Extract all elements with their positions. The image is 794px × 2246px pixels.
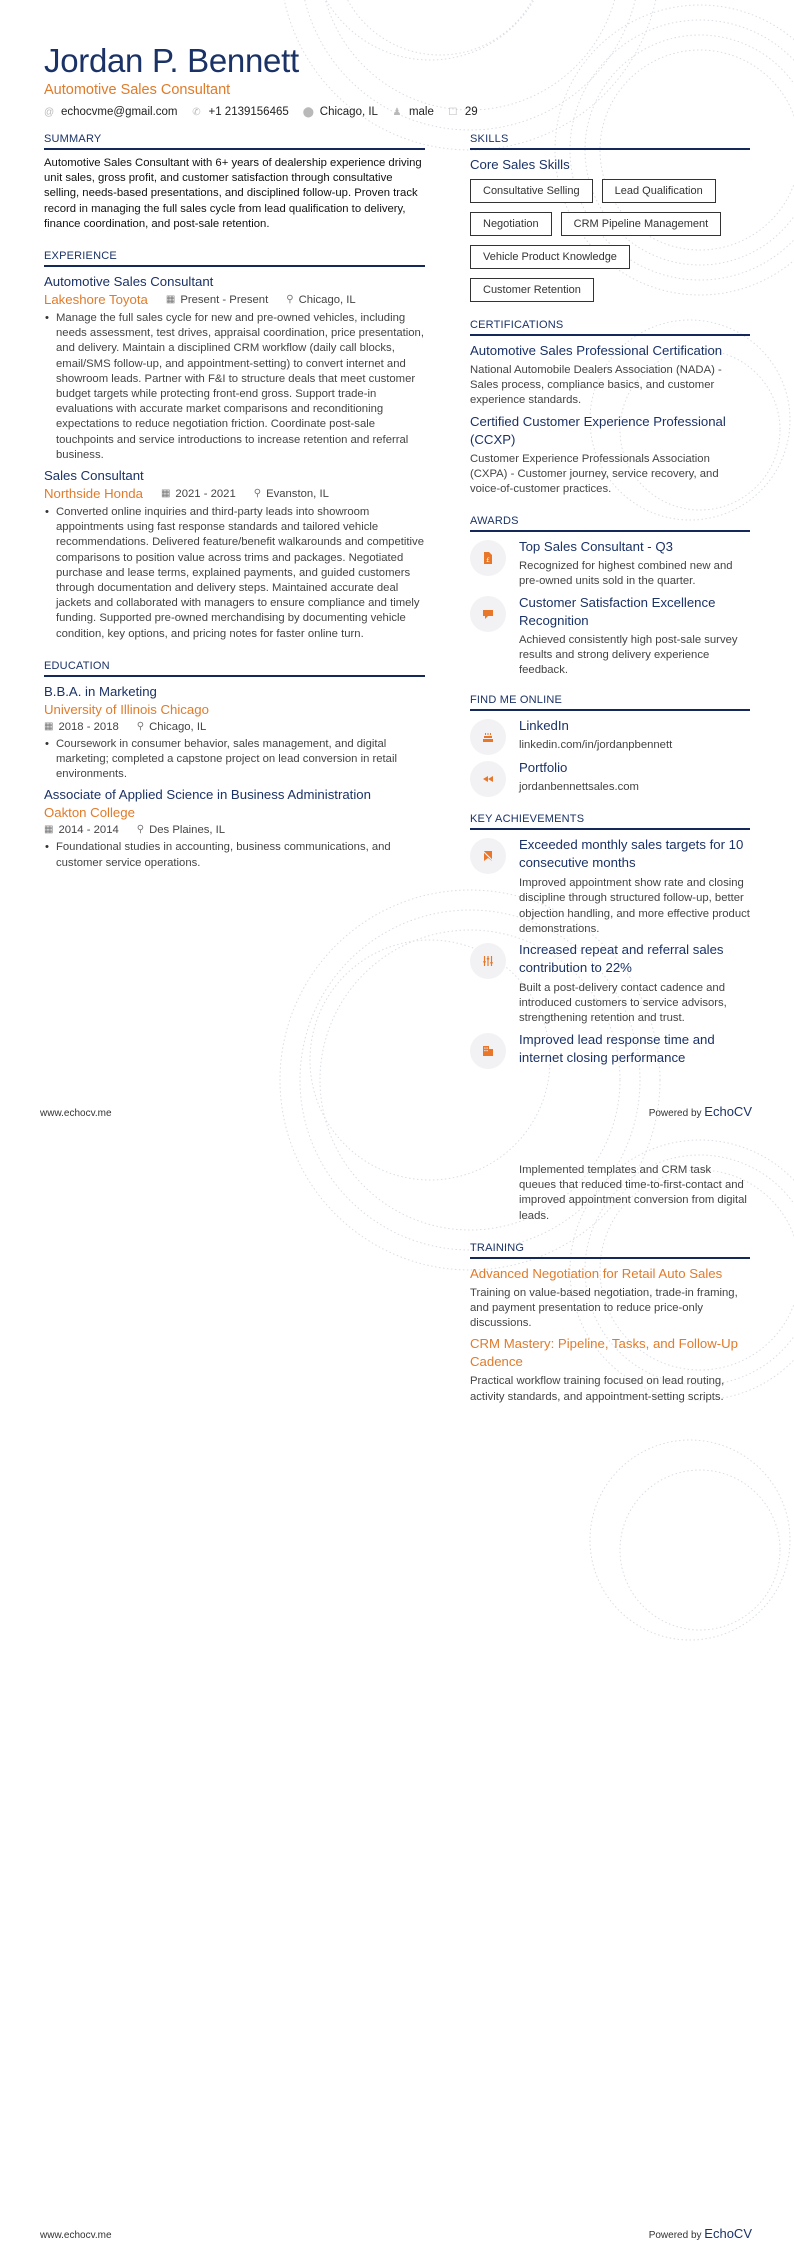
age-text: 29 (464, 106, 478, 118)
education-item (44, 786, 425, 870)
online-item-linkedin[interactable] (470, 717, 750, 755)
left-column (44, 133, 425, 871)
experience-item (44, 467, 425, 642)
achievement-desc: Built a post-delivery contact cadence and introduced customers to service advisors, strengthening retention and trust. (519, 982, 727, 1025)
skill-chip: Customer Retention (470, 278, 594, 302)
achievement-title: Increased repeat and referral sales contribution to 22% (519, 942, 724, 976)
award-title: Customer Satisfaction Excellence Recognition (519, 594, 716, 628)
contact-age (448, 106, 478, 118)
achievements-section (470, 813, 750, 1068)
online-url[interactable]: jordanbennettsales.com (519, 781, 639, 794)
job-dates: Present - Present (180, 294, 269, 307)
contact-location (303, 106, 378, 118)
sliders-icon (470, 943, 506, 979)
section-title: CERTIFICATIONS (470, 319, 750, 336)
powered-by-text: Powered by (648, 1108, 702, 1119)
calendar-icon: ▦ (160, 488, 171, 500)
summary-section (44, 133, 425, 232)
skill-group-title: Core Sales Skills (470, 157, 570, 172)
right-column (470, 133, 750, 1073)
experience-section (44, 250, 425, 642)
awards-section (470, 515, 750, 678)
training-desc: Training on value-based negotiation, trade-in framing, and payment presentation to reduce price-only discussions. (470, 1286, 738, 1330)
brand-name[interactable]: EchoCV (704, 1104, 752, 1119)
at-icon: @ (44, 106, 55, 118)
online-label: LinkedIn (519, 718, 569, 734)
powered-by-text: Powered by (648, 2230, 702, 2241)
job-location: Chicago, IL (298, 294, 356, 307)
training-item (470, 1265, 750, 1332)
contact-phone[interactable] (192, 106, 289, 118)
degree: Associate of Applied Science in Business Administration (44, 787, 371, 803)
map-marker-icon: ⬤ (302, 106, 314, 118)
brand-name[interactable]: EchoCV (704, 2226, 752, 2241)
job-role: Automotive Sales Consultant (44, 274, 214, 290)
award-desc: Recognized for highest combined new and pre-owned units sold in the quarter. (519, 560, 733, 588)
skill-chip: Consultative Selling (470, 179, 593, 203)
certification-item (470, 413, 750, 498)
degree: B.B.A. in Marketing (44, 683, 157, 699)
award-title: Top Sales Consultant - Q3 (519, 539, 673, 555)
phone-text: +1 2139156465 (208, 106, 289, 118)
achievement-title: Exceeded monthly sales targets for 10 consecutive months (519, 837, 744, 871)
calendar-icon: ▦ (44, 720, 54, 732)
building-icon (470, 1033, 506, 1069)
cert-desc: National Automobile Dealers Association (NADA) - Sales process, compliance basics, and customer experience standards. (470, 364, 722, 407)
award-item (470, 538, 750, 589)
calendar-icon: ☐ (448, 106, 458, 118)
training-title: CRM Mastery: Pipeline, Tasks, and Follow-Up Cadence (470, 1336, 738, 1370)
achievement-item (470, 1031, 750, 1069)
training-item (470, 1335, 750, 1404)
edu-bullet: • Foundational studies in accounting, business communications, and customer service operations. (44, 840, 425, 870)
section-title: SKILLS (470, 133, 750, 150)
candidate-title: Automotive Sales Consultant (44, 82, 231, 98)
user-icon: ♟ (392, 106, 402, 118)
training-section (470, 1242, 750, 1405)
skill-chip: CRM Pipeline Management (561, 212, 722, 236)
achievement-item (470, 941, 750, 1027)
page-footer (40, 1104, 752, 1119)
certification-item (470, 342, 750, 409)
resume-header (44, 42, 492, 118)
school-name: University of Illinois Chicago (44, 701, 209, 717)
edu-location: Des Plaines, IL (149, 824, 226, 837)
footer-site-link[interactable]: www.echocv.me (40, 2230, 112, 2241)
phone-icon: ✆ (192, 106, 201, 118)
candidate-name: Jordan P. Bennett (44, 42, 299, 79)
edu-dates: 2018 - 2018 (58, 720, 119, 733)
achievement-item (470, 836, 750, 937)
section-title: EDUCATION (44, 660, 425, 677)
award-item (470, 594, 750, 679)
skills-section (470, 133, 750, 311)
skill-chip: Vehicle Product Knowledge (470, 245, 630, 269)
education-section (44, 660, 425, 871)
birthday-cake-icon (470, 719, 506, 755)
online-label: Portfolio (519, 760, 568, 776)
email-text: echocvme@gmail.com (61, 106, 178, 118)
section-title: TRAINING (470, 1242, 750, 1259)
section-title: AWARDS (470, 515, 750, 532)
achievement-title: Improved lead response time and internet closing performance (519, 1031, 715, 1065)
online-section (470, 694, 750, 797)
online-url[interactable]: linkedin.com/in/jordanpbennett (519, 739, 673, 752)
training-desc: Practical workflow training focused on lead routing, activity standards, and appointment-setting scripts. (470, 1375, 725, 1403)
page-footer (40, 2226, 752, 2241)
section-title: FIND ME ONLINE (470, 694, 750, 711)
school-name: Oakton College (44, 805, 135, 821)
edu-location: Chicago, IL (149, 720, 207, 733)
skill-chip: Lead Qualification (602, 179, 716, 203)
company-name: Northside Honda (44, 486, 143, 502)
cert-title: Automotive Sales Professional Certification (470, 343, 723, 358)
file-invoice-icon (470, 540, 506, 576)
education-item (44, 683, 425, 783)
svg-text:£: £ (486, 557, 490, 565)
award-desc: Achieved consistently high post-sale survey results and strong delivery experience feedback. (519, 633, 738, 677)
cert-title: Certified Customer Experience Professional (CCXP) (470, 413, 726, 447)
training-title: Advanced Negotiation for Retail Auto Sales (470, 1265, 723, 1281)
map-marker-icon: ⚲ (136, 824, 145, 836)
skill-chip: Negotiation (470, 212, 552, 236)
comment-icon (470, 596, 506, 632)
online-item-portfolio[interactable] (470, 759, 750, 797)
experience-item (44, 273, 425, 463)
section-title: KEY ACHIEVEMENTS (470, 813, 750, 830)
edu-dates: 2014 - 2014 (58, 824, 119, 837)
contact-email[interactable] (44, 106, 178, 118)
job-bullet: • Converted online inquiries and third-party leads into showroom appointments using fast response standards and tailored vehicle recommendations. Delivered feature/benefit walkarounds and competitive comparisons to position value across trims and packages. Negotiated purchase and lease terms, explained payments, and guided customers through documentation and delivery steps. Maintained accurate deal jackets and collaborated with managers to ensure compliance and timely funding. Supported pre-owned merchandising by documenting vehicle condition, key options, and pricing notes for faster online turn. (44, 505, 425, 642)
job-dates: 2021 - 2021 (175, 488, 236, 501)
footer-powered (649, 1104, 752, 1119)
certifications-section (470, 319, 750, 497)
map-marker-icon: ⚲ (136, 720, 145, 732)
contact-gender (392, 106, 434, 118)
map-marker-icon: ⚲ (253, 488, 262, 500)
calendar-icon: ▦ (165, 294, 176, 306)
footer-powered (649, 2226, 752, 2241)
job-bullet: • Manage the full sales cycle for new and pre-owned vehicles, including needs assessment, test drives, appraisal coordination, price presentation, and delivery. Maintain a disciplined CRM workflow (daily call blocks, email/SMS follow-up, and appointment-setting) to convert internet and showroom leads. Partner with F&I to structure deals that meet customer budget targets while protecting front-end gross. Support trade-in evaluations with accurate market comparisons and reconditioning expectations to reduce negotiation friction. Coordinate post-sale touchpoints and service introductions to increase retention and referral business. (44, 311, 425, 463)
map-marker-icon: ⚲ (286, 294, 294, 306)
calendar-icon: ▦ (44, 824, 54, 836)
achievement-desc: Implemented templates and CRM task queues that reduced time-to-first-contact and improved appointment conversion from digital leads. (519, 1164, 747, 1222)
backward-icon (470, 761, 506, 797)
summary-text: Automotive Sales Consultant with 6+ years of dealership experience driving unit sales, gross profit, and customer satisfaction through consultative selling, needs-based presentations, and disciplined follow-up. Proven track record in managing the full sales cycle from lead qualification to delivery, finance coordination, and post-sale retention. (44, 157, 422, 230)
edu-bullet: • Coursework in consumer behavior, sales management, and digital marketing; completed a capstone project on lead conversion in retail environments. (44, 737, 425, 783)
footer-site-link[interactable]: www.echocv.me (40, 1108, 112, 1119)
section-title: SUMMARY (44, 133, 425, 150)
cert-desc: Customer Experience Professionals Association (CXPA) - Customer journey, service recovery, and voice-of-customer practices. (470, 452, 719, 496)
gender-text: male (408, 106, 434, 118)
right-column-page2 (470, 1163, 750, 1405)
job-role: Sales Consultant (44, 468, 144, 484)
location-text: Chicago, IL (319, 106, 378, 118)
achievement-desc: Improved appointment show rate and closing discipline through structured follow-up, better objection handling, and more effective product demonstrations. (519, 877, 750, 935)
company-name: Lakeshore Toyota (44, 292, 148, 308)
section-title: EXPERIENCE (44, 250, 425, 267)
skill-chips (470, 179, 750, 311)
contact-bar (44, 106, 492, 118)
job-location: Evanston, IL (266, 488, 329, 501)
bookmark-slash-icon (470, 838, 506, 874)
